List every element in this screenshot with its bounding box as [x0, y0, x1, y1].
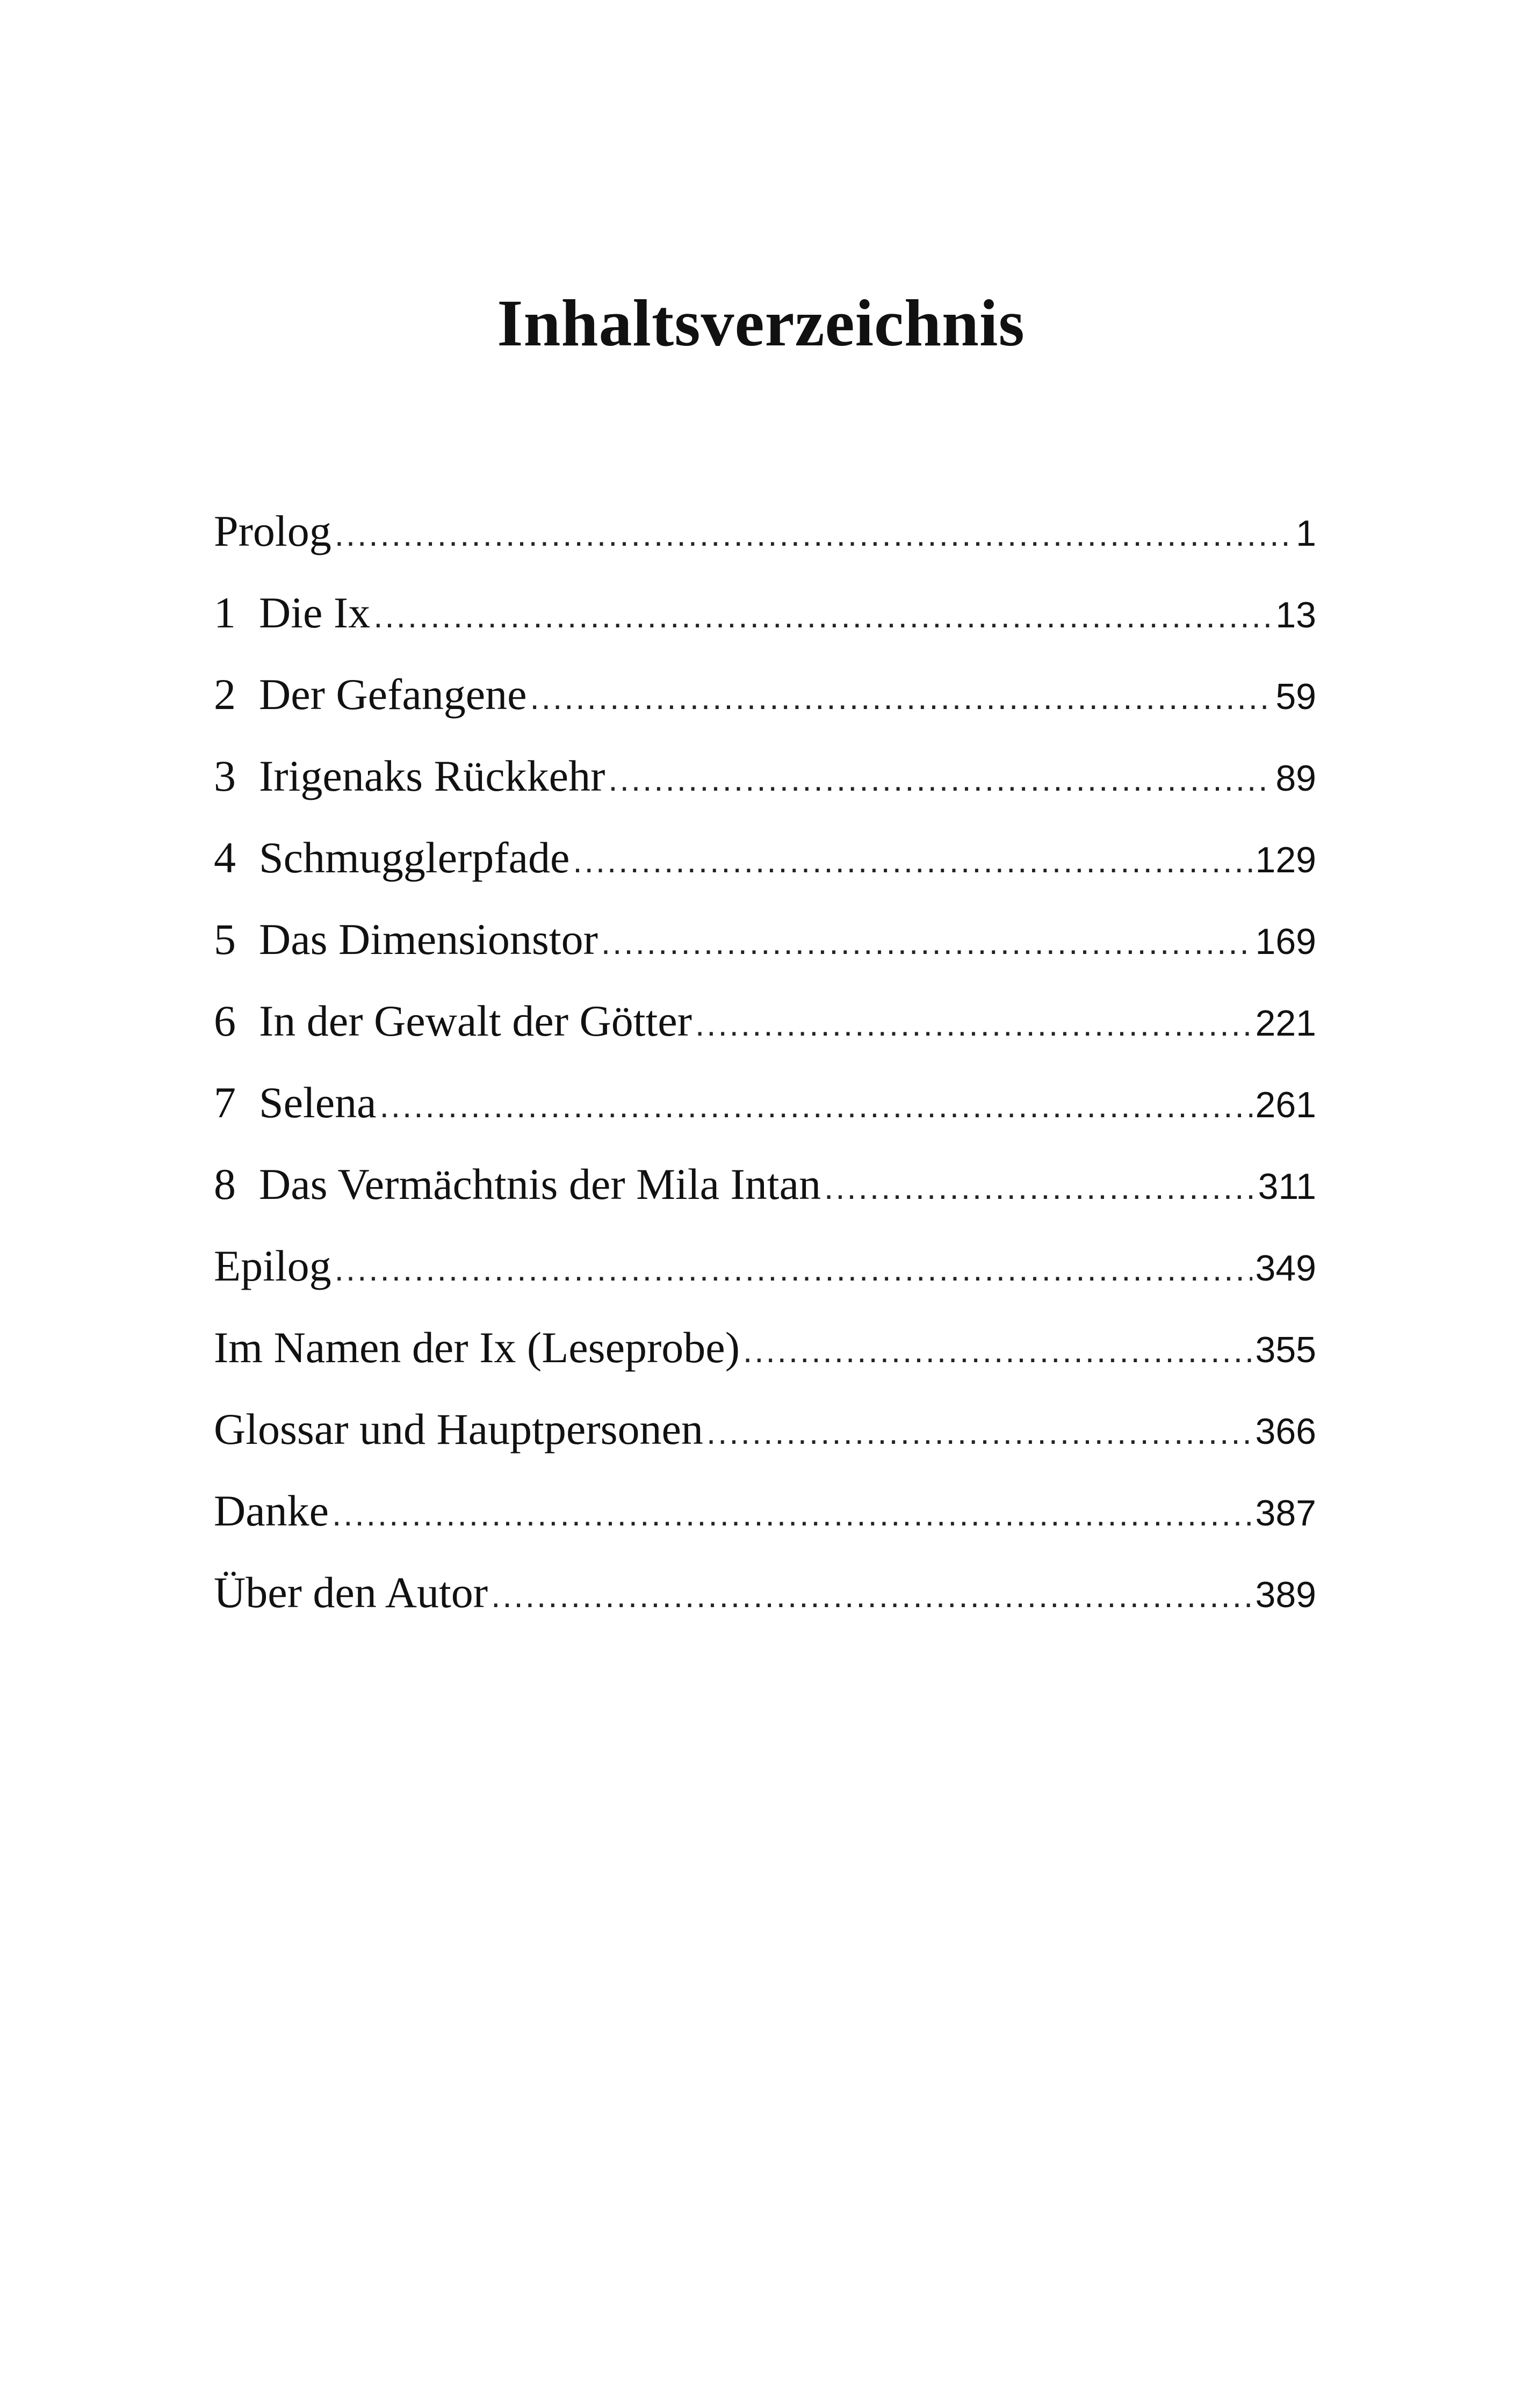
toc-entry-leseprobe — [214, 1323, 1316, 1407]
toc-entry-page: 349 — [1255, 1248, 1316, 1289]
toc-entry-chapter-6 — [214, 996, 1316, 1081]
toc-entry-label: Prolog — [214, 507, 331, 555]
toc-entry-label: Der Gefangene — [259, 670, 527, 719]
toc-entry-chapter-7 — [214, 1078, 1316, 1162]
dot-leader — [601, 927, 1252, 960]
toc-entry-label: Über den Autor — [214, 1568, 488, 1617]
toc-entry-page: 59 — [1275, 676, 1316, 717]
dot-leader — [695, 1008, 1252, 1042]
toc-entry-page: 13 — [1275, 595, 1316, 635]
toc-entry-label: Danke — [214, 1486, 329, 1535]
toc-entry-label: Selena — [259, 1078, 377, 1127]
page-title: Inhaltsverzeichnis — [497, 286, 1025, 360]
dot-leader — [530, 682, 1273, 715]
dot-leader — [608, 763, 1272, 797]
toc-entry-chapter-1 — [214, 588, 1316, 672]
dot-leader — [824, 1172, 1255, 1205]
toc-entry-label: Glossar und Hauptpersonen — [214, 1405, 703, 1454]
dot-leader — [380, 1090, 1252, 1123]
toc-entry-page: 221 — [1255, 1003, 1316, 1044]
toc-entry-page: 355 — [1255, 1329, 1316, 1370]
table-of-contents — [214, 509, 1316, 1652]
toc-entry-autor — [214, 1568, 1316, 1652]
dot-leader — [706, 1416, 1252, 1450]
toc-entry-page: 261 — [1255, 1084, 1316, 1125]
toc-entry-page: 366 — [1255, 1411, 1316, 1452]
toc-entry-chapter-2 — [214, 672, 1316, 754]
dot-leader — [335, 518, 1293, 552]
toc-entry-number: 2 — [214, 670, 236, 719]
toc-entry-page: 389 — [1255, 1574, 1316, 1615]
toc-entry-prolog — [214, 509, 1316, 591]
toc-entry-page: 311 — [1258, 1166, 1316, 1207]
toc-entry-label: Schmugglerpfade — [259, 833, 570, 882]
toc-entry-number: 7 — [214, 1078, 236, 1127]
toc-entry-epilog — [214, 1241, 1316, 1326]
toc-entry-number: 1 — [214, 588, 236, 637]
toc-entry-number: 8 — [214, 1160, 236, 1209]
toc-entry-page: 1 — [1296, 513, 1316, 554]
dot-leader — [335, 1253, 1252, 1286]
toc-entry-number: 6 — [214, 996, 236, 1045]
toc-entry-glossar — [214, 1407, 1316, 1489]
toc-entry-chapter-3 — [214, 751, 1316, 836]
toc-entry-label: Im Namen der Ix (Leseprobe) — [214, 1323, 740, 1372]
dot-leader — [743, 1335, 1252, 1368]
dot-leader — [491, 1580, 1252, 1613]
toc-entry-label: Das Vermächtnis der Mila Intan — [259, 1160, 821, 1209]
toc-entry-page: 387 — [1255, 1493, 1316, 1534]
toc-entry-chapter-4 — [214, 833, 1316, 917]
dot-leader — [332, 1498, 1252, 1531]
toc-entry-page: 129 — [1255, 840, 1316, 880]
toc-entry-label: Epilog — [214, 1241, 331, 1290]
toc-entry-number: 4 — [214, 833, 236, 882]
dot-leader — [373, 600, 1272, 633]
toc-entry-label: In der Gewalt der Götter — [259, 996, 692, 1045]
toc-entry-number: 5 — [214, 915, 236, 964]
toc-entry-chapter-5 — [214, 917, 1316, 999]
toc-entry-number: 3 — [214, 751, 236, 800]
toc-entry-label: Das Dimensionstor — [259, 915, 598, 964]
toc-entry-label: Irigenaks Rückkehr — [259, 751, 605, 800]
toc-entry-page: 89 — [1275, 758, 1316, 799]
toc-entry-chapter-8 — [214, 1162, 1316, 1244]
toc-entry-page: 169 — [1255, 921, 1316, 962]
toc-entry-label: Die Ix — [259, 588, 371, 637]
toc-entry-danke — [214, 1486, 1316, 1571]
dot-leader — [573, 845, 1252, 878]
